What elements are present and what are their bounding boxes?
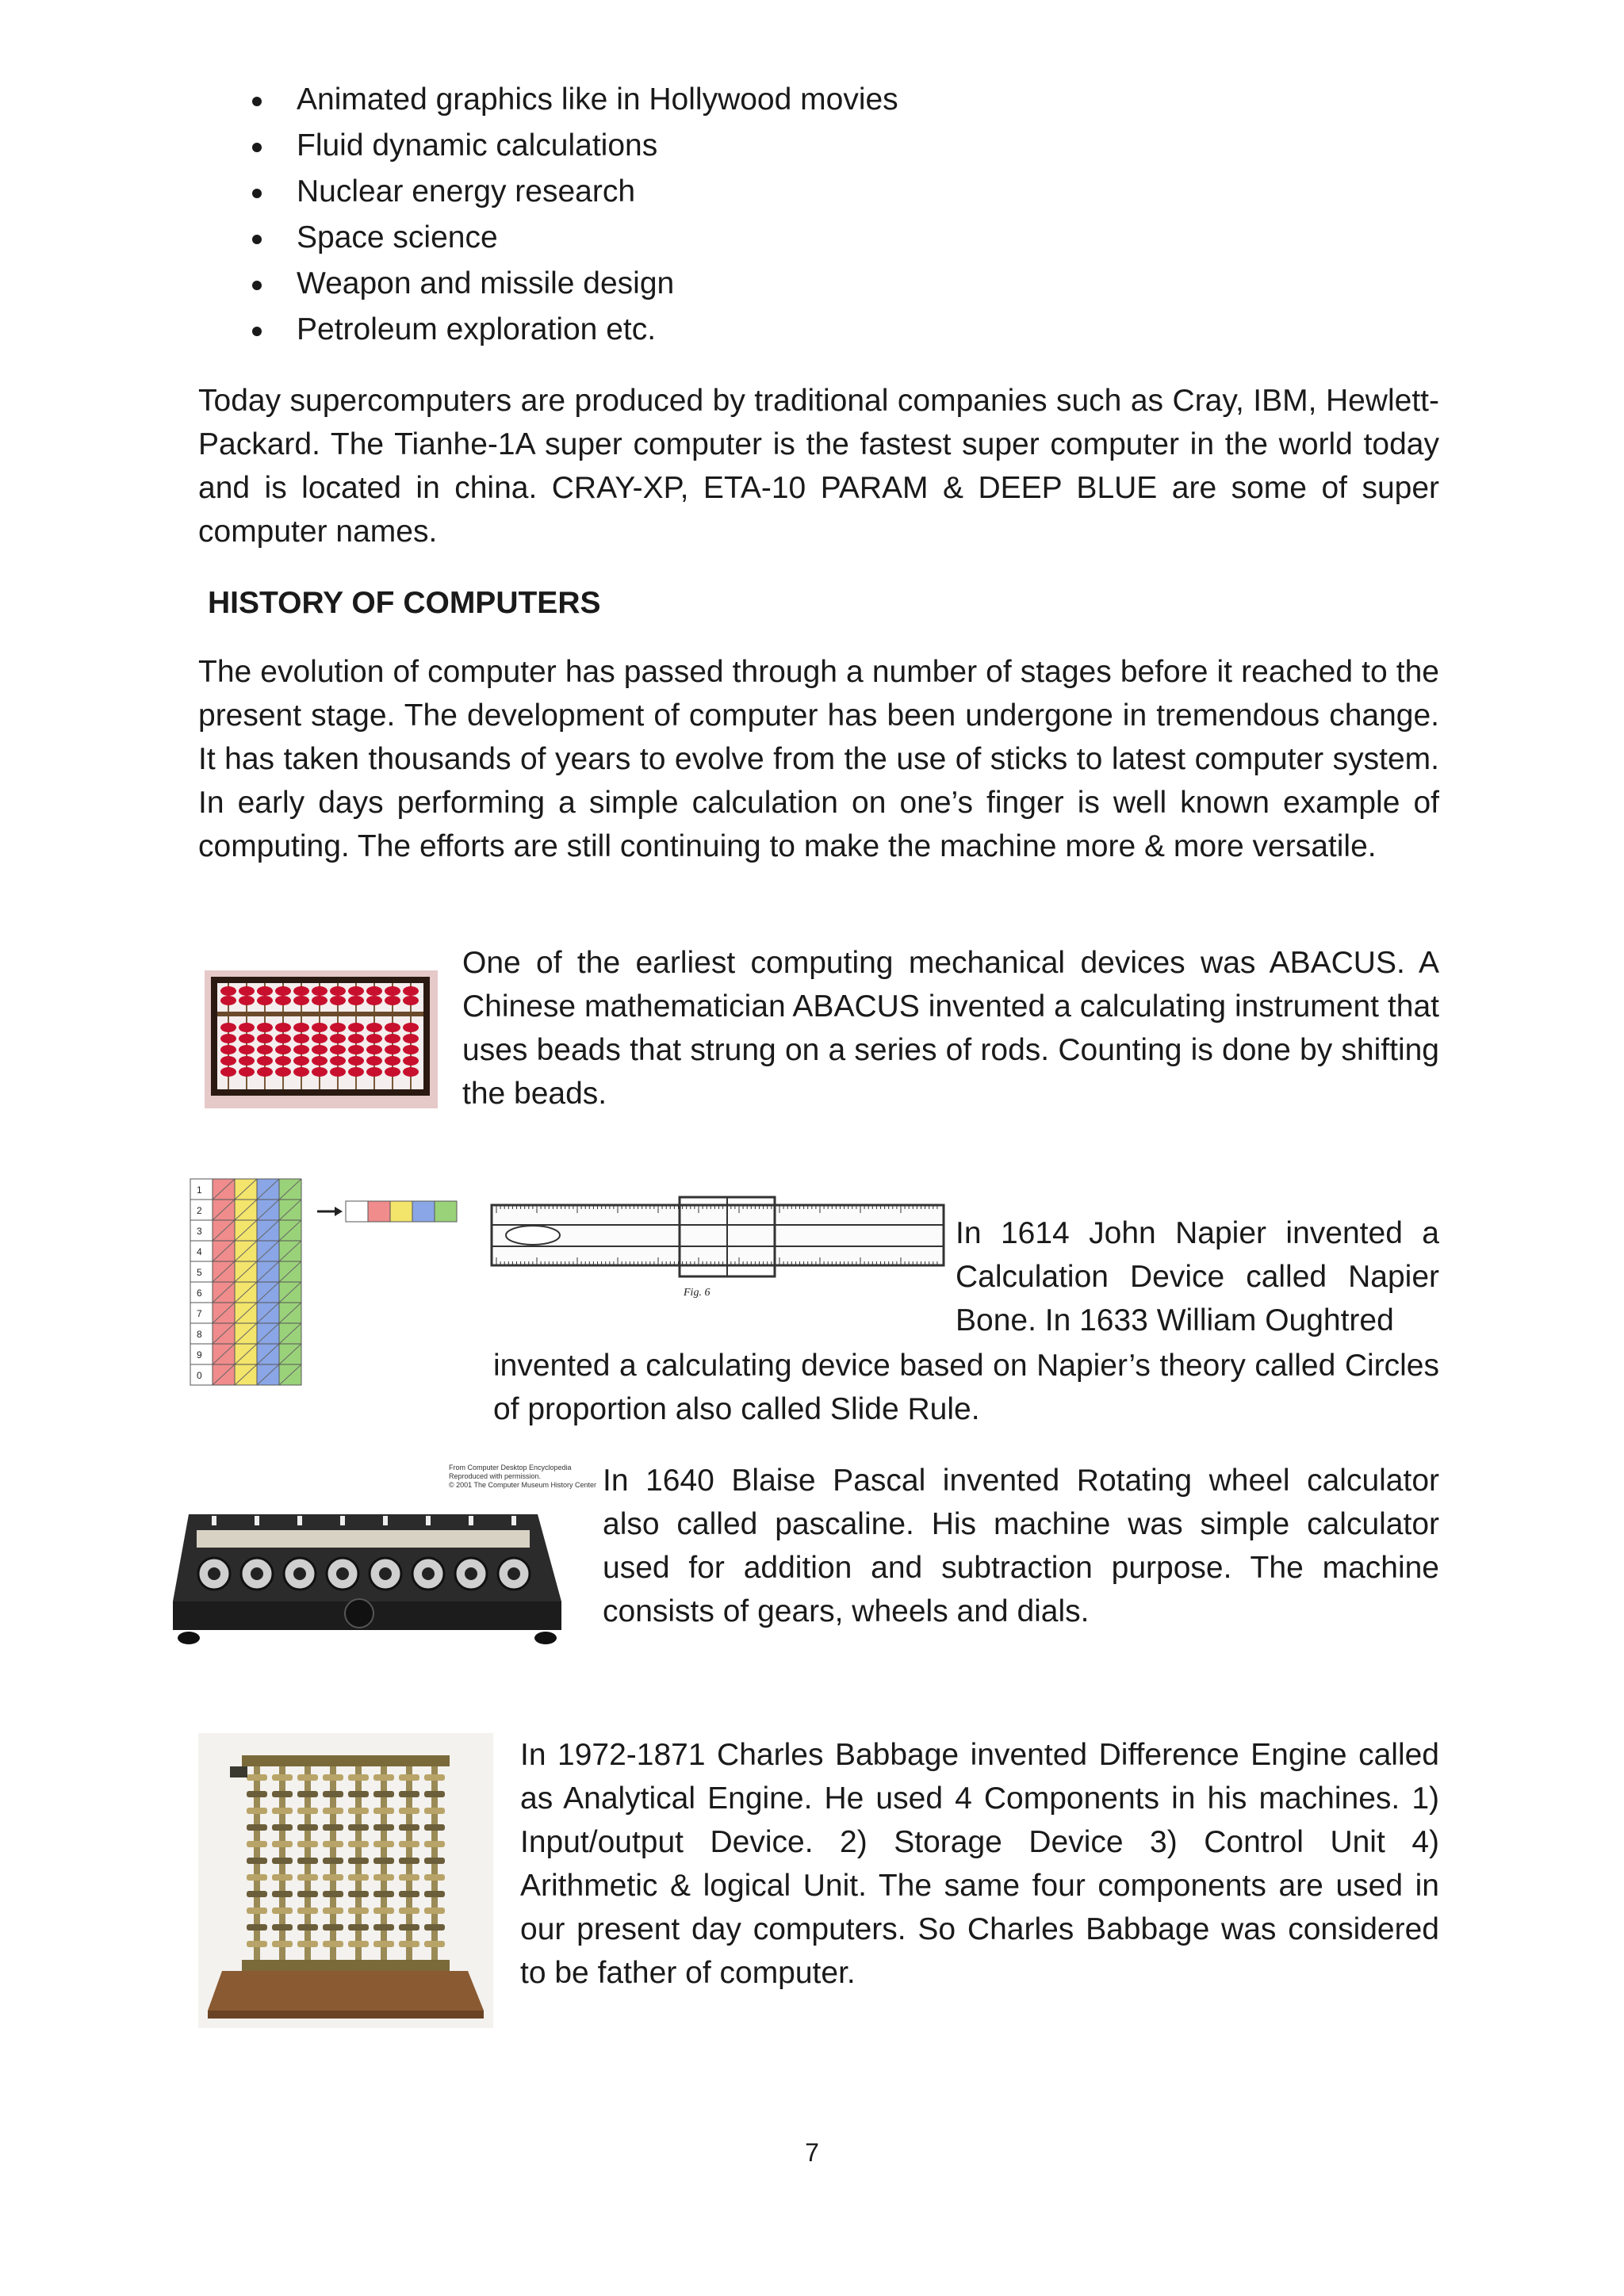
bullet-item (246, 308, 898, 354)
napier-bones-image (187, 1176, 473, 1390)
abacus-rods (220, 983, 419, 1089)
svg-text:9: 9 (197, 1349, 202, 1360)
bullet-dot (252, 189, 262, 198)
evolution-paragraph: The evolution of computer has passed through a number of stages before it reached to the present stage. The development of computer has been undergone in tremendous change. It has taken thousands of years to evolve from the use of sticks to latest computer system. In early days performing a simple calculation on one’s finger is well known example of computing. The efforts are still continuing to make the machine more & more versatile. (198, 655, 1439, 863)
napier-paragraph-top: In 1614 John Napier invented a Calculation Device called Napier Bone. In 1633 William Oughtred (956, 1216, 1439, 1337)
bullet-dot (252, 143, 262, 152)
supercomputers-paragraph: Today supercomputers are produced by traditional companies such as Cray, IBM, Hewlett-Packard. The Tianhe-1A super computer is the fastest super computer in the world today and is located in china. CRAY-XP, ETA-10 PARAM & DEEP BLUE are some of super computer names. (198, 384, 1439, 549)
abacus-paragraph: One of the earliest computing mechanical devices was ABACUS. A Chinese mathematician ABACUS invented a calculating instrument that uses beads that strung on a series of rods. Counting is done by shifting the beads. (462, 946, 1439, 1111)
bullet-text: Nuclear energy research (297, 174, 636, 209)
svg-text:7: 7 (197, 1308, 202, 1319)
bullet-text: Animated graphics like in Hollywood movies (297, 82, 898, 117)
napier-paragraph-bottom: invented a calculating device based on Napier’s theory called Circles of proportion also called Slide Rule. (493, 1349, 1439, 1426)
bullet-text: Space science (297, 220, 498, 254)
svg-text:8: 8 (197, 1329, 202, 1340)
svg-text:2: 2 (197, 1205, 202, 1216)
bullet-dot (252, 281, 262, 290)
bullet-dot (252, 97, 262, 106)
bullet-dot (252, 327, 262, 336)
svg-text:5: 5 (197, 1267, 202, 1278)
slide-rule-caption: Fig. 6 (684, 1287, 710, 1299)
history-heading: HISTORY OF COMPUTERS (208, 586, 601, 620)
arrow-icon (317, 1207, 343, 1216)
babbage-paragraph: In 1972-1871 Charles Babbage invented Difference Engine called as Analytical Engine. He used 4 Components in his machines. 1) Input/output Device. 2) Storage Device 3) Control Unit 4) Arithmetic & logical Unit. The same four components are used in our present day computers. So Charles Babbage was considered to be father of computer. (520, 1738, 1439, 1990)
svg-text:3: 3 (197, 1226, 202, 1237)
abacus-image (205, 970, 438, 1108)
napier-single-row (346, 1201, 457, 1222)
pascaline-credit-2: Reproduced with permission. (449, 1472, 542, 1480)
difference-engine-image (198, 1733, 493, 2028)
svg-text:1: 1 (197, 1184, 202, 1196)
application-bullet-list (246, 78, 898, 354)
bullet-item (246, 216, 898, 262)
bullet-item (246, 124, 898, 170)
bullet-text: Fluid dynamic calculations (297, 128, 658, 163)
napier-grid (190, 1179, 301, 1385)
bullet-item (246, 262, 898, 308)
bullet-dot (252, 235, 262, 244)
pascal-paragraph: In 1640 Blaise Pascal invented Rotating wheel calculator also called pascaline. His machine was simple calculator used for addition and subtraction purpose. The machine consists of gears, wheels and dials. (603, 1464, 1439, 1628)
bullet-text: Petroleum exploration etc. (297, 312, 657, 346)
svg-text:4: 4 (197, 1246, 202, 1257)
bullet-text: Weapon and missile design (297, 266, 675, 300)
svg-text:0: 0 (197, 1370, 202, 1381)
pascaline-credit-1: From Computer Desktop Encyclopedia (449, 1464, 572, 1471)
bullet-item (246, 170, 898, 216)
svg-text:6: 6 (197, 1288, 202, 1299)
slide-rule-image (485, 1189, 961, 1308)
bullet-item (246, 78, 898, 124)
pascaline-credit-3: © 2001 The Computer Museum History Center (449, 1481, 597, 1489)
pascaline-image (165, 1459, 597, 1649)
page-number: 7 (805, 2138, 819, 2167)
